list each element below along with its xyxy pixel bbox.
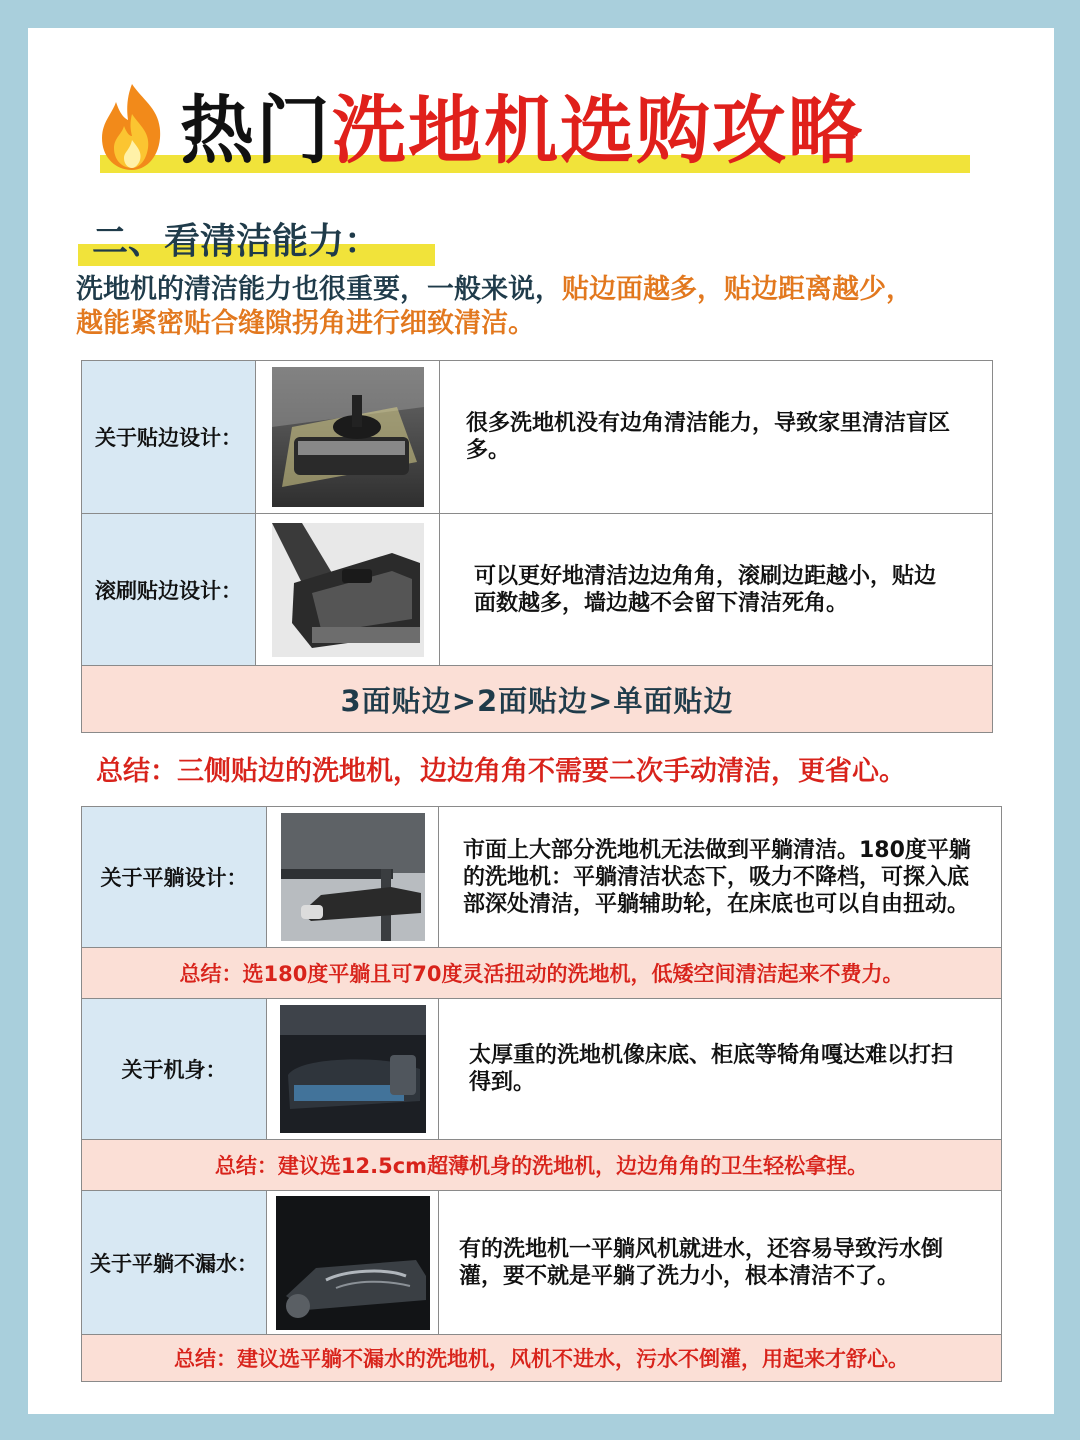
row-text: 太厚重的洗地机像床底、柜底等犄角嘎达难以打扫得到。 [469, 1043, 954, 1095]
intro-text: 洗地机的清洁能力也很重要，一般来说， [76, 274, 562, 305]
intro-paragraph [76, 273, 1006, 341]
table-row [82, 361, 992, 513]
row-label: 滚刷贴边设计： [82, 514, 256, 665]
row-image-cell [267, 1191, 439, 1334]
summary-row [82, 1334, 1001, 1381]
row-label: 关于平躺不漏水： [82, 1191, 267, 1334]
table-row [82, 998, 1001, 1139]
table-row [82, 513, 992, 665]
row-text: 有的洗地机一平躺风机就进水，还容易导致污水倒灌，要不就是平躺了洗力小，根本清洁不了。 [459, 1236, 944, 1289]
title-part-red: 洗地机选购攻略 [332, 88, 864, 174]
fire-icon [92, 80, 172, 172]
intro-highlight-2: 越能紧密贴合缝隙拐角进行细致清洁。 [76, 308, 535, 339]
intro-highlight-1: 贴边面越多，贴边距离越少， [562, 274, 913, 305]
summary-text: 总结：建议选12.5cm超薄机身的洗地机，边边角角的卫生轻松拿捏。 [214, 1154, 869, 1178]
row-image-cell [256, 361, 440, 513]
summary-row [82, 1139, 1001, 1190]
lie-flat-table [81, 806, 1002, 1382]
edge-cleaning-table [81, 360, 993, 733]
ranking-text: 3面贴边>2面贴边>单面贴边 [340, 683, 734, 718]
row-label: 关于贴边设计： [82, 361, 256, 513]
no-leak-lying-photo [276, 1196, 430, 1330]
row-label: 关于平躺设计： [82, 807, 267, 947]
row-image-cell [256, 514, 440, 665]
row-image-cell [267, 999, 439, 1139]
floor-washer-edge-photo [272, 367, 424, 507]
section-heading: 二、看清洁能力： [92, 221, 381, 262]
page-title [180, 86, 864, 176]
summary-row [82, 947, 1001, 998]
row-text: 可以更好地清洁边边角角，滚刷边距越小，贴边面数越多，墙边越不会留下清洁死角。 [474, 563, 937, 616]
thin-body-photo [280, 1005, 426, 1133]
lie-flat-under-bed-photo [281, 813, 425, 941]
row-text: 市面上大部分洗地机无法做到平躺清洁。180度平躺的洗地机：平躺清洁状态下，吸力不降档，可探入底部深处清洁，平躺辅助轮，在床底也可以自由扭动。 [463, 837, 971, 917]
summary-edge: 总结：三侧贴边的洗地机，边边角角不需要二次手动清洁，更省心。 [96, 756, 906, 787]
table-row [82, 1190, 1001, 1334]
summary-text: 总结：选180度平躺且可70度灵活扭动的洗地机，低矮空间清洁起来不费力。 [179, 962, 904, 986]
row-image-cell [267, 807, 439, 947]
ranking-row [82, 665, 992, 732]
row-text: 很多洗地机没有边角清洁能力，导致家里清洁盲区多。 [466, 411, 951, 463]
row-label: 关于机身： [82, 999, 267, 1139]
table-row [82, 807, 1001, 947]
title-part-black: 热门 [180, 88, 332, 174]
roller-brush-edge-photo [272, 523, 424, 657]
summary-text: 总结：建议选平躺不漏水的洗地机，风机不进水，污水不倒灌，用起来才舒心。 [174, 1347, 909, 1371]
